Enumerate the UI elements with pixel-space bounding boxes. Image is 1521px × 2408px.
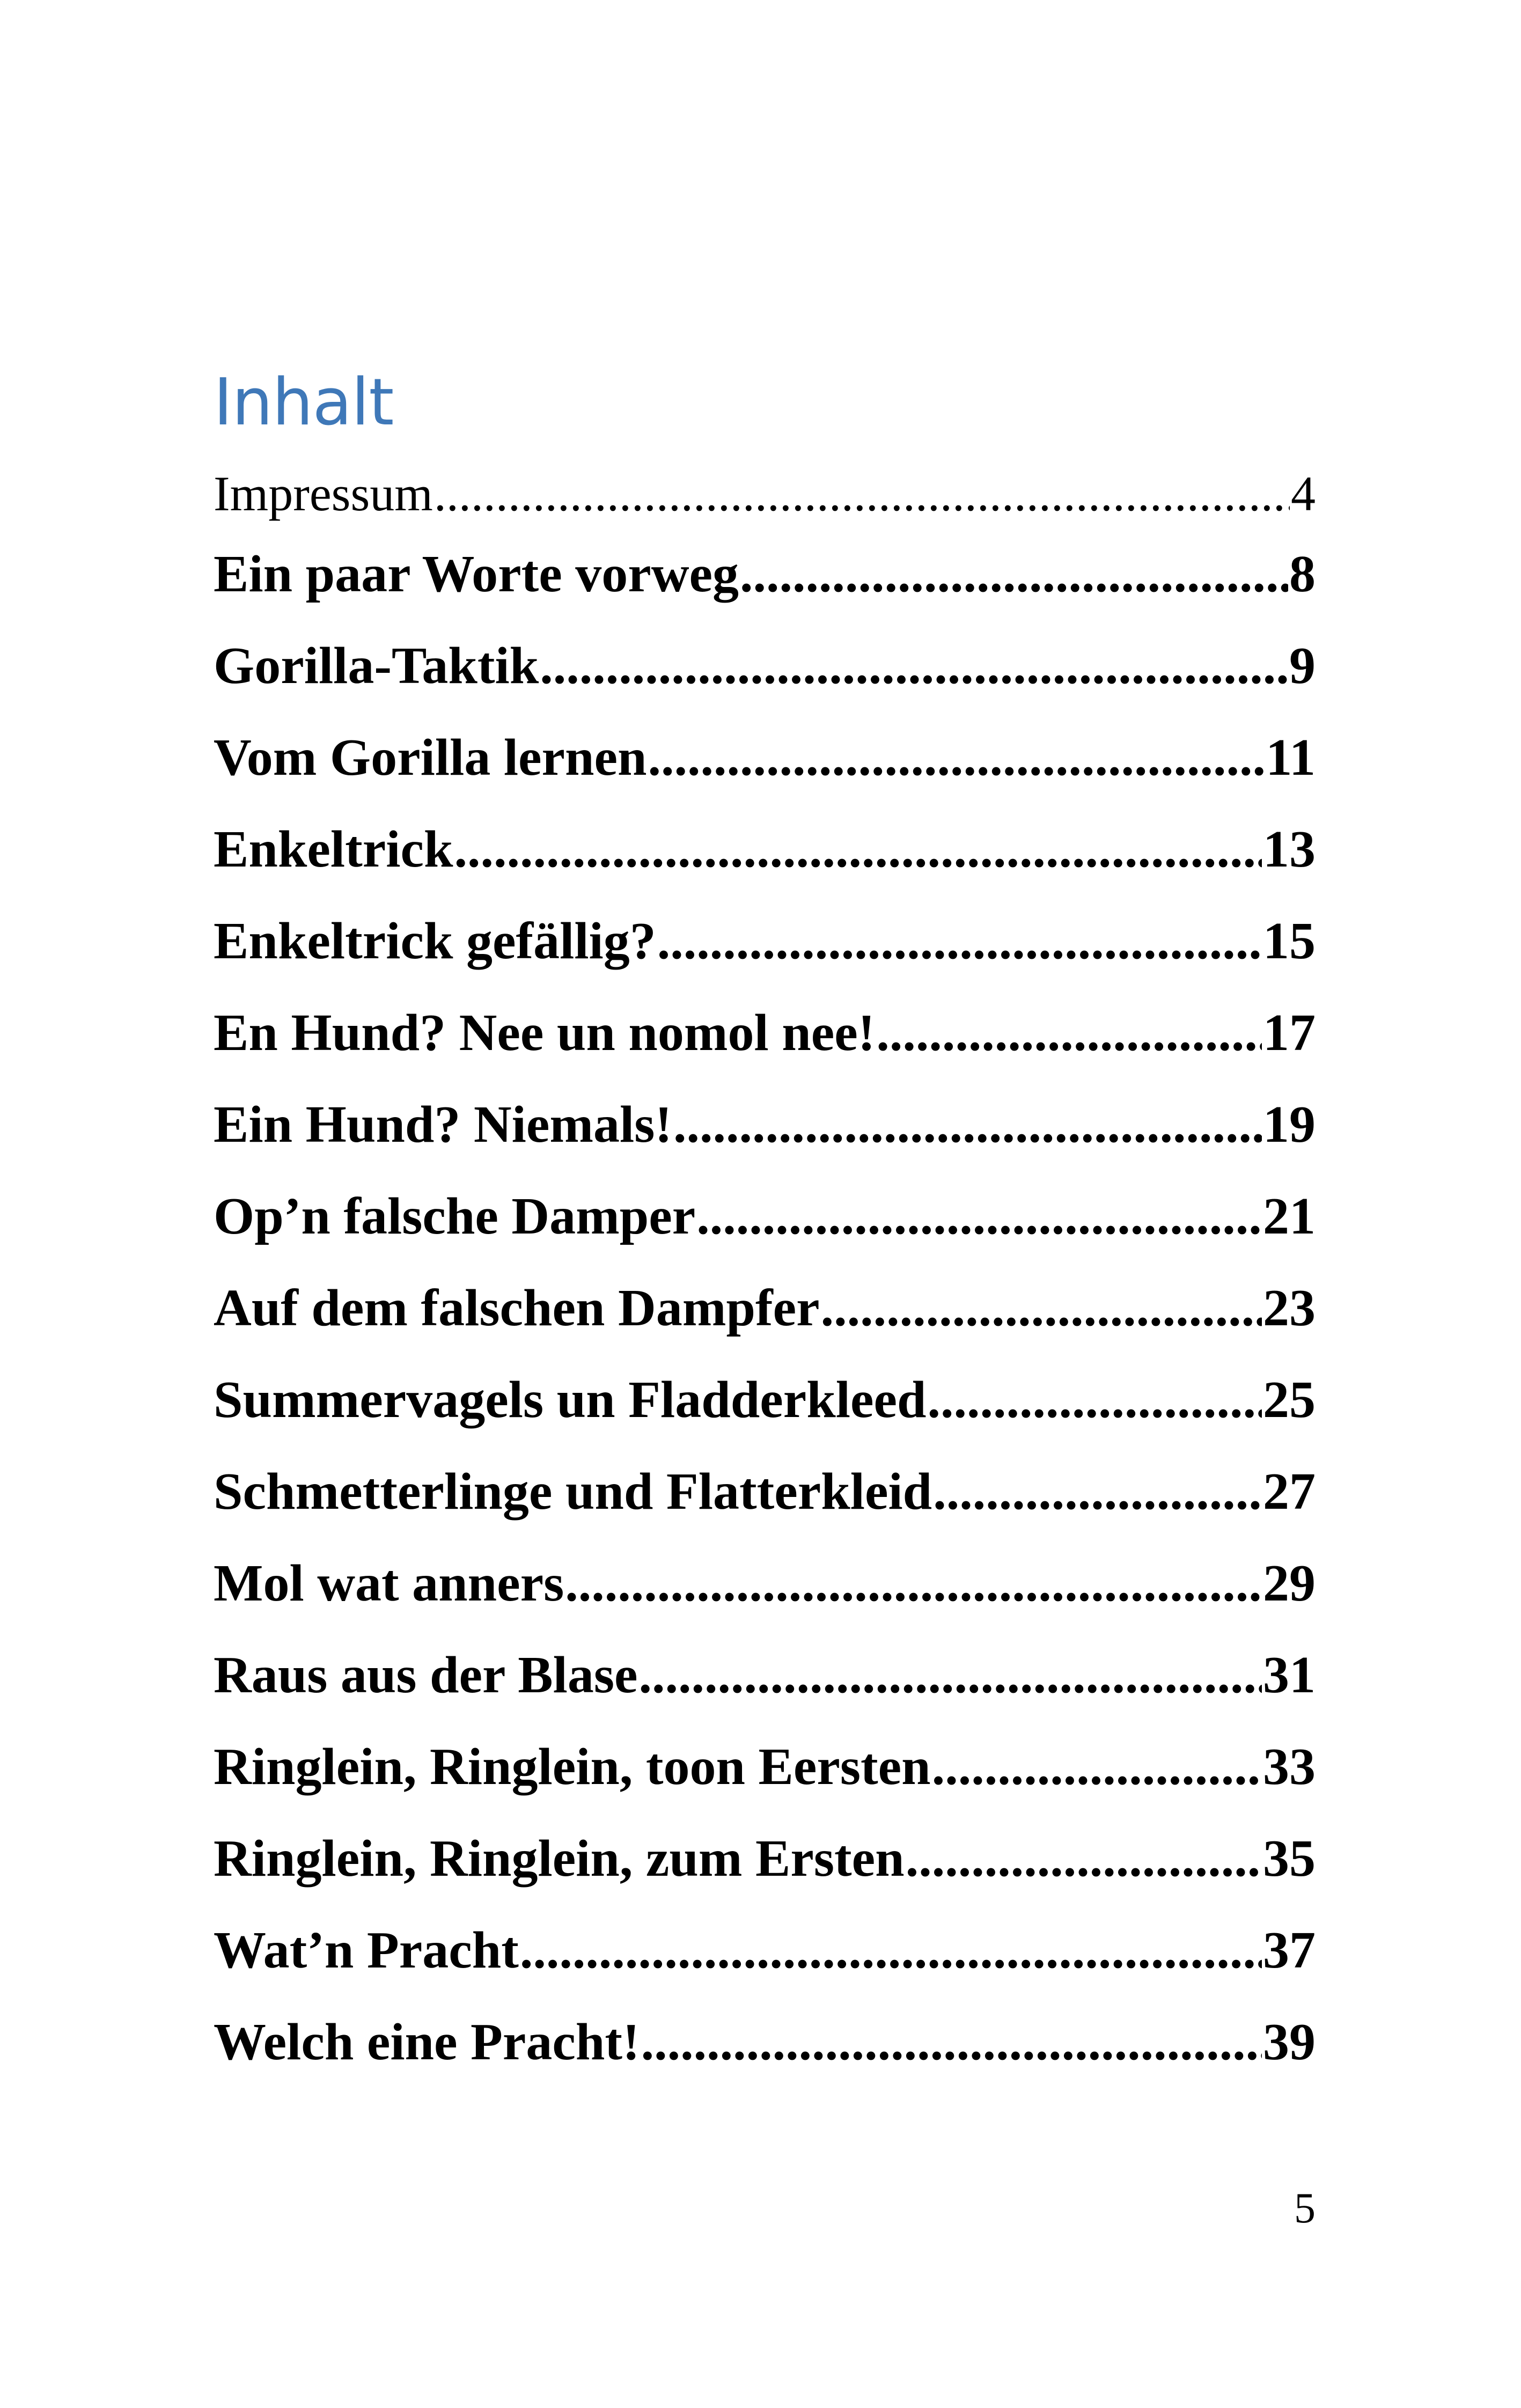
toc-entry-title: Enkeltrick	[214, 820, 453, 878]
toc-entry-title: Op’n falsche Damper	[214, 1187, 696, 1245]
toc-entry-page: 8	[1289, 545, 1316, 603]
toc-entry[interactable]	[214, 1086, 1316, 1178]
toc-dot-leader	[657, 908, 1262, 974]
toc-entry[interactable]	[214, 627, 1316, 719]
toc-dot-leader	[927, 1367, 1262, 1433]
toc-entry-title: En Hund? Nee un nomol nee!	[214, 1004, 876, 1062]
toc-entry-title: Enkeltrick gefällig?	[214, 912, 656, 970]
toc-entry-page: 13	[1263, 820, 1316, 878]
toc-entry[interactable]	[214, 1453, 1316, 1545]
toc-entry-page: 25	[1263, 1371, 1316, 1429]
toc-entry[interactable]	[214, 811, 1316, 902]
toc-entry[interactable]	[214, 455, 1316, 535]
toc-dot-leader	[540, 633, 1288, 699]
toc-dot-leader	[639, 1642, 1262, 1708]
toc-entry-title: Raus aus der Blase	[214, 1646, 638, 1704]
toc-entry-title: Gorilla-Taktik	[214, 637, 539, 695]
toc-entry-title: Ein Hund? Niemals!	[214, 1096, 672, 1154]
toc-entry[interactable]	[214, 1361, 1316, 1453]
toc-entry-page: 15	[1263, 912, 1316, 970]
toc-entry-title: Ringlein, Ringlein, toon Eersten	[214, 1738, 931, 1796]
toc-entry[interactable]	[214, 1636, 1316, 1728]
toc-entry-page: 39	[1263, 2013, 1316, 2071]
toc-entry[interactable]	[214, 902, 1316, 994]
toc-entry-page: 4	[1291, 466, 1316, 521]
toc-entry-page: 11	[1266, 729, 1316, 787]
toc-entry[interactable]	[214, 719, 1316, 811]
toc-dot-leader	[906, 1825, 1262, 1892]
toc-entry-title: Mol wat anners	[214, 1554, 564, 1612]
toc-dot-leader	[673, 1091, 1262, 1158]
toc-entry-title: Wat’n Pracht	[214, 1921, 519, 1979]
toc-entry-page: 17	[1263, 1004, 1316, 1062]
toc-entry-page: 21	[1263, 1187, 1316, 1245]
toc-entry[interactable]	[214, 1728, 1316, 1820]
toc-entry[interactable]	[214, 1269, 1316, 1361]
toc-entry-page: 9	[1289, 637, 1316, 695]
toc-entry-title: Vom Gorilla lernen	[214, 729, 647, 787]
toc-entry-title: Welch eine Pracht!	[214, 2013, 640, 2071]
toc-dot-leader	[876, 1000, 1262, 1066]
toc-dot-leader	[696, 1183, 1262, 1250]
toc-entry-page: 31	[1263, 1646, 1316, 1704]
toc-entry-page: 19	[1263, 1096, 1316, 1154]
toc-entry-page: 23	[1263, 1279, 1316, 1337]
toc-entry[interactable]	[214, 2003, 1316, 2095]
table-of-contents	[214, 455, 1316, 2095]
toc-dot-leader	[565, 1550, 1262, 1617]
toc-entry[interactable]	[214, 1912, 1316, 2003]
toc-dot-leader	[821, 1275, 1262, 1341]
toc-dot-leader	[641, 2009, 1262, 2075]
toc-entry[interactable]	[214, 994, 1316, 1086]
toc-dot-leader	[933, 1458, 1262, 1525]
toc-entry-title: Schmetterlinge und Flatterkleid	[214, 1463, 932, 1521]
toc-dot-leader	[434, 460, 1290, 527]
toc-dot-leader	[454, 816, 1262, 883]
toc-entry[interactable]	[214, 535, 1316, 627]
toc-entry-title: Impressum	[214, 466, 433, 521]
toc-entry-title: Summervagels un Fladderkleed	[214, 1371, 927, 1429]
toc-dot-leader	[520, 1917, 1262, 1984]
toc-dot-leader	[740, 541, 1288, 607]
toc-entry-page: 27	[1263, 1463, 1316, 1521]
toc-entry-page: 29	[1263, 1554, 1316, 1612]
toc-entry-title: Auf dem falschen Dampfer	[214, 1279, 820, 1337]
toc-heading: Inhalt	[214, 365, 394, 440]
toc-entry-page: 37	[1263, 1921, 1316, 1979]
toc-entry-page: 35	[1263, 1830, 1316, 1888]
page-number: 5	[1294, 2185, 1316, 2232]
toc-entry[interactable]	[214, 1545, 1316, 1636]
toc-entry-title: Ringlein, Ringlein, zum Ersten	[214, 1830, 905, 1888]
toc-dot-leader	[932, 1734, 1262, 1800]
toc-entry-page: 33	[1263, 1738, 1316, 1796]
toc-entry[interactable]	[214, 1178, 1316, 1269]
toc-entry[interactable]	[214, 1820, 1316, 1912]
toc-entry-title: Ein paar Worte vorweg	[214, 545, 739, 603]
toc-dot-leader	[648, 724, 1265, 791]
